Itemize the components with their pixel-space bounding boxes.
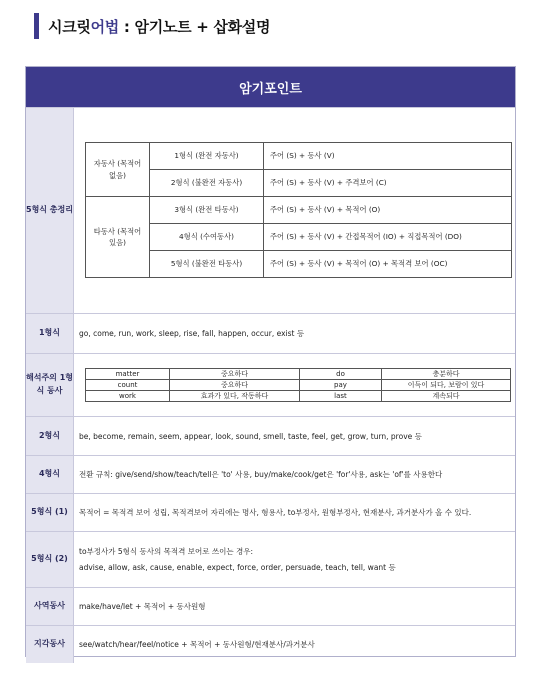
page-title (48, 16, 270, 37)
pattern-cell: 주어 (S) + 동사 (V) + 목적어 (O) (264, 197, 512, 224)
meaning-cell: 이득이 되다, 보람이 있다 (382, 380, 511, 391)
table-row (86, 251, 512, 278)
form-cell: 4형식 (수여동사) (150, 224, 264, 251)
table-row (86, 224, 512, 251)
form1-content: go, come, run, work, sleep, rise, fall, happen, occur, exist 등 (79, 329, 305, 338)
caution-row (26, 353, 515, 416)
title-highlight: 어법 (90, 17, 119, 36)
verb-cell: last (300, 391, 382, 402)
form4-label: 4형식 (26, 456, 74, 493)
verb-cell: pay (300, 380, 382, 391)
meaning-cell: 중요하다 (170, 369, 300, 380)
form-cell: 2형식 (불완전 자동사) (150, 170, 264, 197)
table-row (86, 391, 511, 402)
page-header (34, 13, 270, 39)
title-suffix: : 암기노트 + 삽화설명 (118, 17, 271, 36)
form5-1-label: 5형식 (1) (26, 494, 74, 531)
form-cell: 5형식 (불완전 타동사) (150, 251, 264, 278)
perception-content: see/watch/hear/feel/notice + 목적어 + 동사원형/현재분사/과거분사 (79, 640, 315, 649)
pattern-cell: 주어 (S) + 동사 (V) + 간접목적어 (IO) + 직접목적어 (DO) (264, 224, 512, 251)
category-cell: 타동사 (목적어 있음) (86, 197, 150, 278)
causative-row (26, 587, 515, 625)
form-cell: 1형식 (완전 자동사) (150, 143, 264, 170)
perception-row (26, 625, 515, 663)
form5-1-row (26, 493, 515, 531)
form1-row (26, 313, 515, 353)
caution-content (74, 354, 515, 416)
perception-label: 지각동사 (26, 626, 74, 663)
form2-label: 2형식 (26, 417, 74, 455)
verb-cell: count (86, 380, 170, 391)
form5-2-line1: to부정사가 5형식 동사의 목적격 보어로 쓰이는 경우: (79, 546, 254, 556)
summary-label: 5형식 총정리 (26, 108, 74, 313)
table-row (86, 197, 512, 224)
form4-content: 전환 규칙: give/send/show/teach/tell은 'to' 사용, buy/make/cook/get은 'for'사용, ask는 'of'를 사용한다 (79, 470, 443, 479)
table-row (86, 380, 511, 391)
form5-2-row (26, 531, 515, 587)
meaning-cell: 충분하다 (382, 369, 511, 380)
form4-row (26, 455, 515, 493)
category-cell: 자동사 (목적어 없음) (86, 143, 150, 197)
form5-1-content: 목적어 = 목적격 보어 성립, 목적격보어 자리에는 명사, 형용사, to부정사, 원형부정사, 현재분사, 과거분사가 올 수 있다. (79, 508, 472, 517)
caution-label: 해석주의 1형식 동사 (26, 354, 74, 416)
summary-content (74, 108, 515, 313)
form5-2-label: 5형식 (2) (26, 532, 74, 587)
verb-cell: do (300, 369, 382, 380)
caution-verb-table (85, 368, 511, 402)
meaning-cell: 계속되다 (382, 391, 511, 402)
panel-heading: 암기포인트 (26, 67, 515, 107)
table-row (86, 143, 512, 170)
table-row (86, 369, 511, 380)
form5-2-line2: advise, allow, ask, cause, enable, expect, force, order, persuade, teach, tell, want 등 (79, 562, 396, 572)
pattern-cell: 주어 (S) + 동사 (V) + 목적어 (O) + 목적격 보어 (OC) (264, 251, 512, 278)
sentence-form-table (85, 142, 512, 278)
causative-content: make/have/let + 목적어 + 동사원형 (79, 602, 206, 611)
causative-label: 사역동사 (26, 588, 74, 625)
verb-cell: matter (86, 369, 170, 380)
title-prefix: 시크릿 (48, 17, 91, 36)
pattern-cell: 주어 (S) + 동사 (V) + 주격보어 (C) (264, 170, 512, 197)
summary-row (26, 107, 515, 313)
form-cell: 3형식 (완전 타동사) (150, 197, 264, 224)
form2-row (26, 416, 515, 455)
memorization-panel (25, 66, 516, 657)
table-row (86, 170, 512, 197)
form1-label: 1형식 (26, 314, 74, 353)
verb-cell: work (86, 391, 170, 402)
pattern-cell: 주어 (S) + 동사 (V) (264, 143, 512, 170)
meaning-cell: 효과가 있다, 작동하다 (170, 391, 300, 402)
form2-content: be, become, remain, seem, appear, look, sound, smell, taste, feel, get, grow, turn, prove 등 (79, 431, 422, 441)
title-accent-bar (34, 13, 39, 39)
form5-2-content (74, 532, 515, 587)
meaning-cell: 중요하다 (170, 380, 300, 391)
